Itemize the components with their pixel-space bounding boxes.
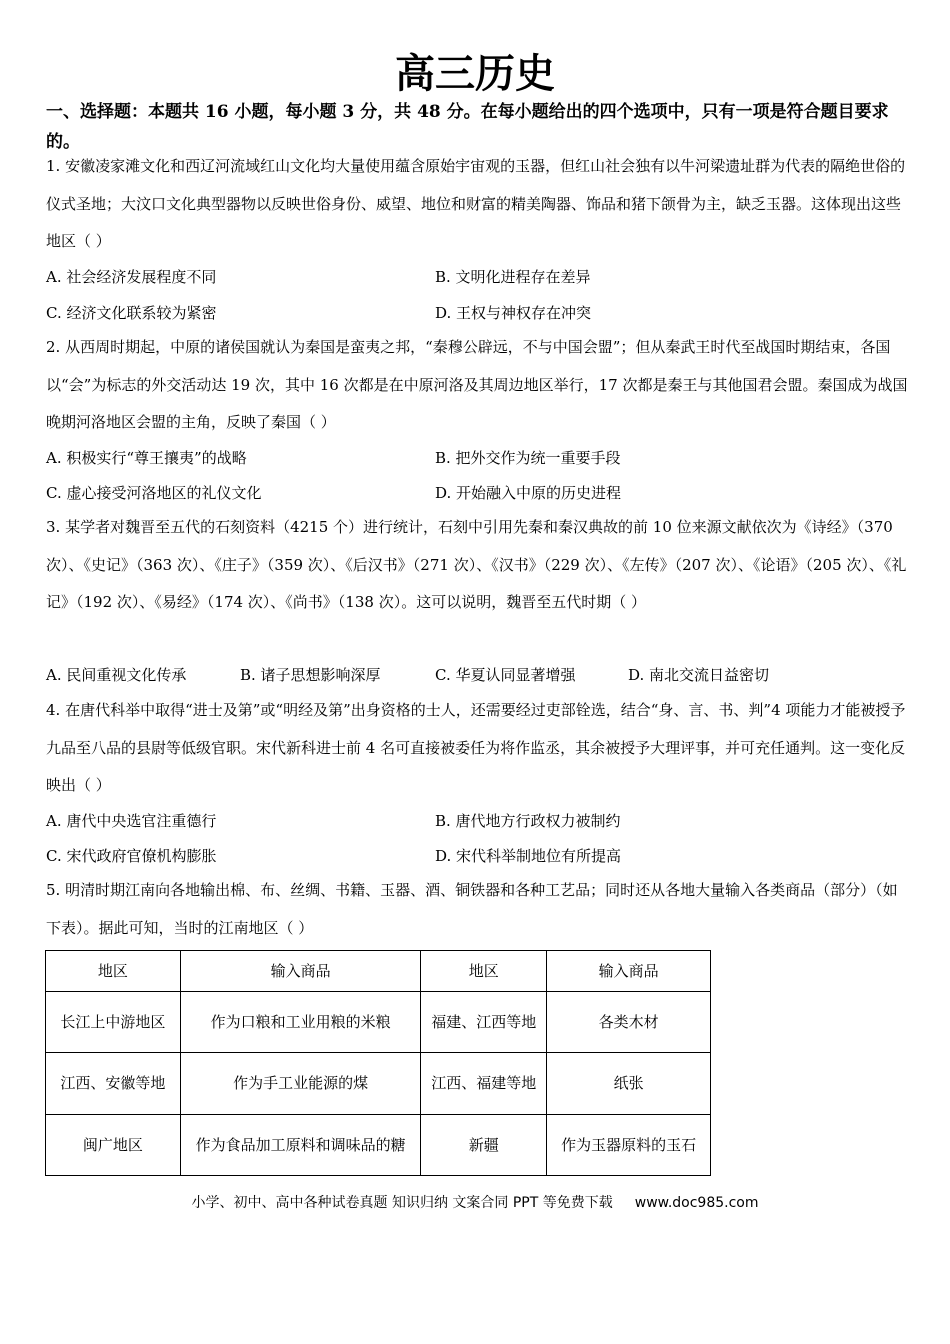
table-row bbox=[46, 1053, 711, 1115]
question-2-option-d: D. 开始融入中原的历史进程 bbox=[435, 484, 622, 502]
question-4-option-b: B. 唐代地方行政权力被制约 bbox=[435, 812, 621, 830]
table-header-cell: 地区 bbox=[421, 951, 547, 992]
footer-url[interactable]: www.doc985.com bbox=[634, 1195, 759, 1211]
footer-text: 小学、初中、高中各种试卷真题 知识归纳 文案合同 PPT 等免费下载 bbox=[191, 1195, 613, 1211]
table-cell: 江西、安徽等地 bbox=[46, 1053, 181, 1115]
question-5-stem: 5. 明清时期江南向各地输出棉、布、丝绸、书籍、玉器、酒、铜铁器和各种工艺品；同时还从各地大量输入各类商品（部分）（如下表）。据此可知，当时的江南地区（ ） bbox=[46, 881, 898, 937]
question-1-option-a: A. 社会经济发展程度不同 bbox=[46, 268, 217, 286]
question-2-option-a: A. 积极实行“尊王攘夷”的战略 bbox=[46, 449, 247, 467]
question-2-stem: 2. 从西周时期起，中原的诸侯国就认为秦国是蛮夷之邦，“秦穆公辟远，不与中国会盟”；但从秦武王时代至战国时期结束，各国以“会”为标志的外交活动达 19 次，其中 16 次都是在中原河洛及其周边地区举行，17 次都是秦王与其他国君会盟。秦国成为战国晚期河洛地区会盟的主角，反映了秦国（ ） bbox=[46, 338, 908, 431]
table-header-cell: 输入商品 bbox=[547, 951, 711, 992]
table-cell: 作为手工业能源的煤 bbox=[180, 1053, 421, 1115]
question-3-stem: 3. 某学者对魏晋至五代的石刻资料（4215 个）进行统计，石刻中引用先秦和秦汉典故的前 10 位来源文献依次为《诗经》（370 次）、《史记》（363 次）、《庄子》（359 次）、《后汉书》（271 次）、《汉书》（229 次）、《左传》（207 次）、《论语》（205 次）、《礼记》（192 次）、《易经》（174 次）、《尚书》（138 次）。这可以说明，魏晋至五代时期（ ） bbox=[46, 518, 907, 611]
question-3-option-a: A. 民间重视文化传承 bbox=[46, 666, 187, 684]
question-3-option-b: B. 诸子思想影响深厚 bbox=[240, 666, 381, 684]
table-cell: 长江上中游地区 bbox=[46, 992, 181, 1053]
question-3-option-c: C. 华夏认同显著增强 bbox=[435, 666, 576, 684]
table-row bbox=[46, 992, 711, 1053]
imports-table bbox=[45, 950, 711, 1176]
table-cell: 作为玉器原料的玉石 bbox=[547, 1115, 711, 1176]
table-header-row bbox=[46, 951, 711, 992]
table-cell: 纸张 bbox=[547, 1053, 711, 1115]
question-1-option-c: C. 经济文化联系较为紧密 bbox=[46, 304, 217, 322]
question-1-option-b: B. 文明化进程存在差异 bbox=[435, 268, 591, 286]
table-row bbox=[46, 1115, 711, 1176]
question-4-option-a: A. 唐代中央选官注重德行 bbox=[46, 812, 217, 830]
table-cell: 福建、江西等地 bbox=[421, 992, 547, 1053]
table-cell: 作为口粮和工业用粮的米粮 bbox=[180, 992, 421, 1053]
question-1-stem: 1. 安徽凌家滩文化和西辽河流域红山文化均大量使用蕴含原始宇宙观的玉器，但红山社会独有以牛河梁遗址群为代表的隔绝世俗的仪式圣地；大汶口文化典型器物以反映世俗身份、威望、地位和财富的精美陶器、饰品和猪下颌骨为主，缺乏玉器。这体现出这些地区（ ） bbox=[46, 157, 906, 250]
table-header-cell: 地区 bbox=[46, 951, 181, 992]
table-header-cell: 输入商品 bbox=[180, 951, 421, 992]
page-title: 高三历史 bbox=[395, 50, 555, 97]
question-4-option-d: D. 宋代科举制地位有所提高 bbox=[435, 847, 622, 865]
table-cell: 江西、福建等地 bbox=[421, 1053, 547, 1115]
question-1-option-d: D. 王权与神权存在冲突 bbox=[435, 304, 592, 322]
footer bbox=[0, 1192, 950, 1212]
question-2-option-b: B. 把外交作为统一重要手段 bbox=[435, 449, 621, 467]
table-cell: 新疆 bbox=[421, 1115, 547, 1176]
question-2-option-c: C. 虚心接受河洛地区的礼仪文化 bbox=[46, 484, 262, 502]
table-cell: 各类木材 bbox=[547, 992, 711, 1053]
question-4-option-c: C. 宋代政府官僚机构膨胀 bbox=[46, 847, 217, 865]
table-cell: 闽广地区 bbox=[46, 1115, 181, 1176]
section-heading: 一、选择题：本题共 16 小题，每小题 3 分，共 48 分。在每小题给出的四个选项中，只有一项是符合题目要求的。 bbox=[46, 102, 889, 152]
question-4-stem: 4. 在唐代科举中取得“进士及第”或“明经及第”出身资格的士人，还需要经过吏部铨选，结合“身、言、书、判”4 项能力才能被授予九品至八品的县尉等低级官职。宋代新科进士前 4 名可直接被委任为将作监丞，其余被授予大理评事，并可充任通判。这一变化反映出（ ） bbox=[46, 701, 906, 794]
question-3-option-d: D. 南北交流日益密切 bbox=[628, 666, 770, 684]
table-cell: 作为食品加工原料和调味品的糖 bbox=[180, 1115, 421, 1176]
